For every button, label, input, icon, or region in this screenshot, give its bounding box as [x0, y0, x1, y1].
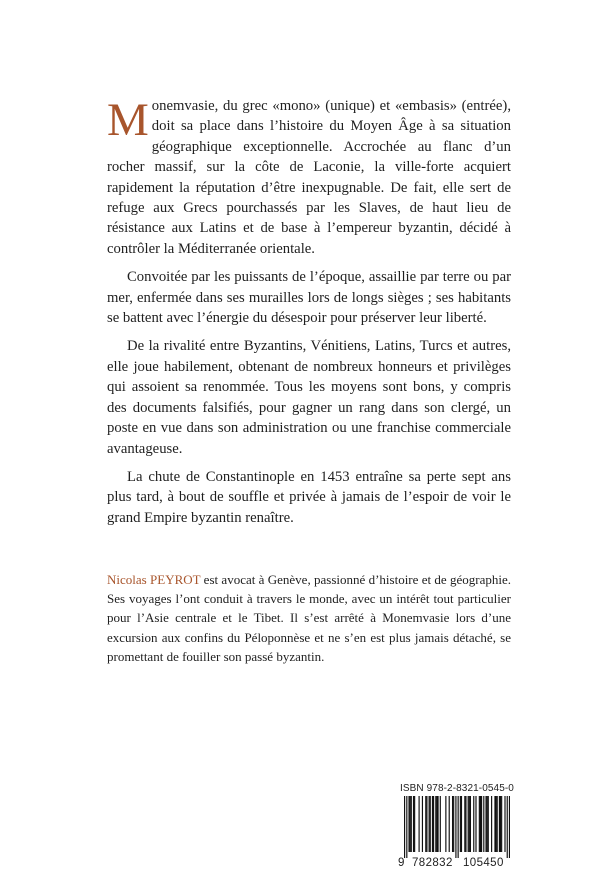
barcode-bar: [501, 796, 502, 852]
description-paragraph-1: [107, 96, 511, 259]
barcode-digits-right: 105450: [463, 857, 504, 869]
isbn-number: ISBN 978-2-8321-0545-0: [400, 783, 514, 794]
barcode-bar: [494, 796, 495, 852]
barcode-bar: [404, 796, 405, 858]
barcode-bar: [495, 796, 496, 852]
barcode-bar: [422, 796, 423, 852]
barcode-bar: [465, 796, 466, 852]
barcode-bar: [485, 796, 486, 852]
barcode-bar: [488, 796, 489, 852]
barcode-bar: [481, 796, 482, 852]
barcode-bar: [464, 796, 465, 852]
barcode-bar: [470, 796, 471, 852]
description-paragraph-2: Convoitée par les puissants de l’époque, assaillie par terre ou par mer, enfermée dans ses murailles lors de longs sièges ; ses habitants se battent avec l’énergie du désespoir pour préserver leur liberté.: [107, 269, 511, 327]
barcode-bar: [429, 796, 430, 852]
barcode-bar: [469, 796, 470, 852]
barcode-bar: [432, 796, 433, 852]
barcode-bar: [406, 796, 407, 858]
barcode-bar: [433, 796, 434, 852]
author-bio-text: est avocat à Genève, passionné d’histoire et de géographie. Ses voyages l’ont conduit à travers le monde, avec un intérêt tout particulier pour l’Asie centrale et le Tibet. Il s’est arrêté à Monemvasie lors d’une excursion aux confins du Péloponnèse et ne s’en est plus jamais détaché, se promettant de fouiller son passé byzantin.: [107, 572, 511, 664]
barcode-digits-left: 782832: [412, 857, 453, 869]
barcode-bar: [497, 796, 498, 852]
barcode-bar: [507, 796, 508, 858]
description-text: [107, 96, 511, 536]
barcode-bar: [460, 796, 461, 852]
barcode-bar: [414, 796, 415, 852]
barcode-bar: [499, 796, 500, 852]
barcode-digit-first: 9: [398, 857, 405, 869]
barcode-bar: [435, 796, 436, 852]
description-paragraph-3: De la rivalité entre Byzantins, Vénitiens, Latins, Turcs et autres, elle joue habilement, obtenant de nombreux honneurs et privilèges qui assoient sa renommée. Tous les moyens sont bons, y compris des documents falsifiés, pour gagner un rang dans son clergé, un poste en vue dans son administration ou une franchise commerciale avantageuse.: [107, 338, 511, 457]
barcode-bar: [426, 796, 427, 852]
barcode-bar: [452, 796, 453, 852]
barcode-bar: [468, 796, 469, 852]
barcode-bar: [480, 796, 481, 852]
barcode-bar: [487, 796, 488, 852]
barcode-bar: [455, 796, 456, 858]
drop-cap-letter: M: [107, 94, 149, 146]
barcode-bars: [404, 796, 510, 858]
author-name: Nicolas PEYROT: [107, 572, 201, 587]
barcode-bar: [458, 796, 459, 858]
barcode-bar: [479, 796, 480, 852]
barcode-bar: [410, 796, 411, 852]
barcode-bar: [445, 796, 446, 852]
barcode-bar: [491, 796, 492, 852]
barcode-bar: [509, 796, 510, 858]
barcode-bar: [408, 796, 409, 852]
barcode-bar: [413, 796, 414, 852]
barcode-bar: [461, 796, 462, 852]
description-paragraph-4: La chute de Constantinople en 1453 entraîne sa perte sept ans plus tard, à bout de souffle et privée à jamais de l’espoir de voir le grand Empire byzantin renaître.: [107, 468, 511, 526]
barcode-bar: [453, 796, 454, 852]
barcode-bar: [436, 796, 437, 852]
barcode-bar: [437, 796, 438, 852]
isbn-barcode: [398, 783, 516, 873]
barcode-bar: [473, 796, 474, 852]
barcode-bar: [419, 796, 420, 852]
barcode-bar: [483, 796, 484, 852]
author-bio: [107, 570, 511, 666]
barcode-bar: [411, 796, 412, 852]
barcode-bar: [440, 796, 441, 852]
barcode-bar: [449, 796, 450, 852]
barcode-bar: [504, 796, 505, 852]
barcode-bar: [425, 796, 426, 852]
description-paragraph-1-text: onemvasie, du grec «mono» (unique) et «embasis» (entrée), doit sa place dans l’histoire du Moyen Âge à sa situation géographique exceptionnelle. Accrochée au flanc d’un rocher massif, sur la côte de Laconie, la ville-forte acquiert rapidement la réputation d’être inexpugnable. De fait, elle sert de refuge aux Grecs pourchassés par les Slaves, de haut lieu de résistance aux Latins et de base à l’empereur byzantin, décidé à contrôler la Méditerranée orientale.: [107, 98, 511, 257]
barcode-bar: [475, 796, 476, 852]
barcode-bar: [500, 796, 501, 852]
barcode-bar: [430, 796, 431, 852]
